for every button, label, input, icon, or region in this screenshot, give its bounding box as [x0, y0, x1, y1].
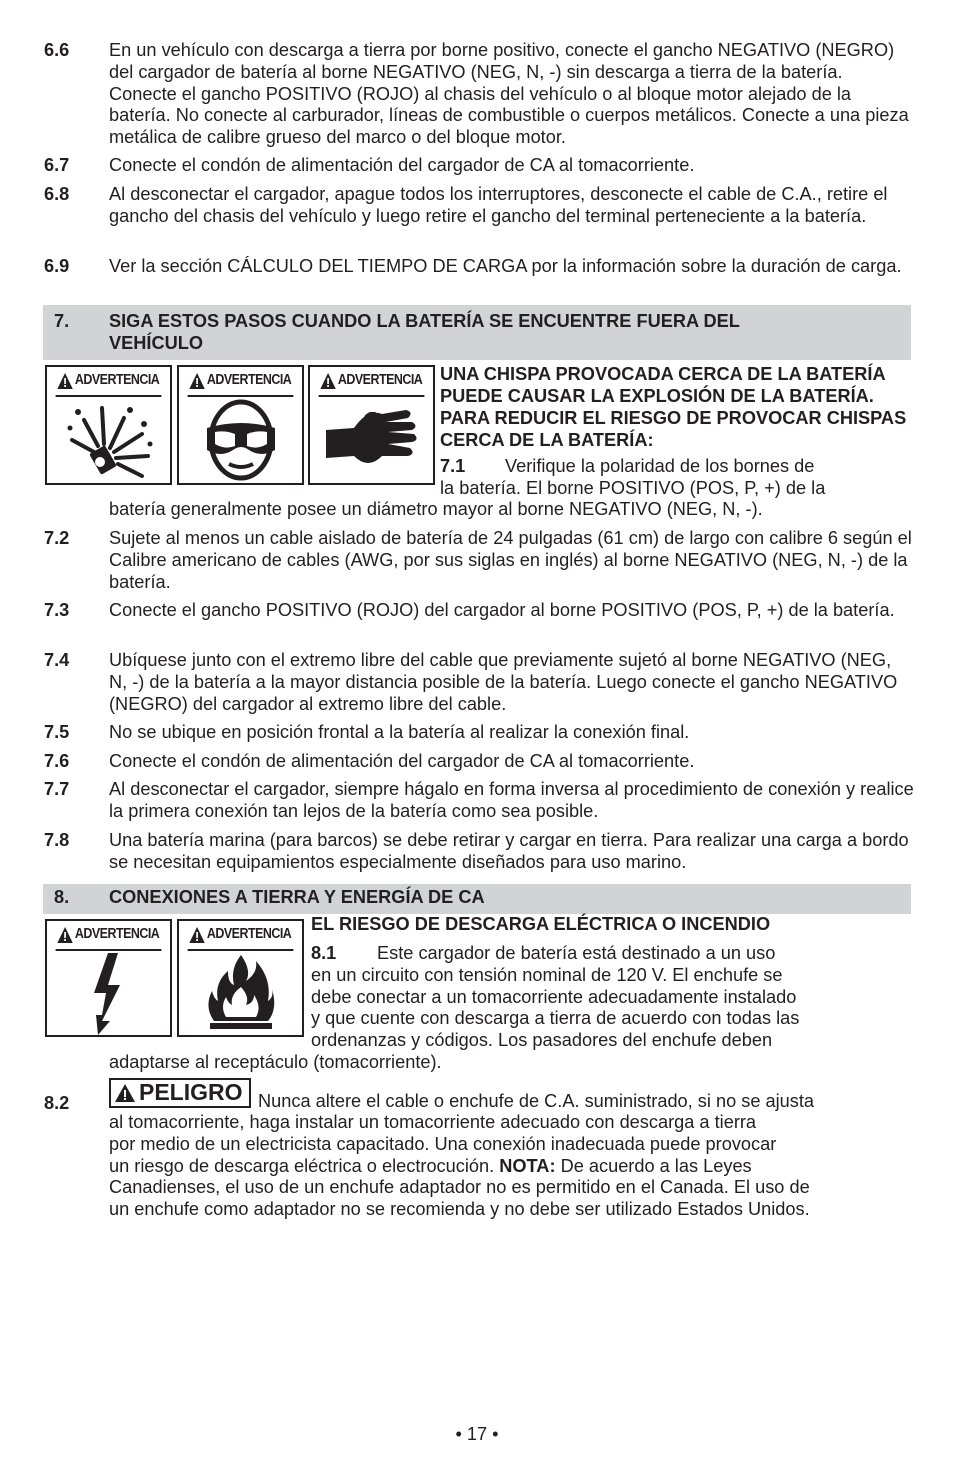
explosion-icon — [64, 398, 154, 482]
sign-label: ADVERTENCIA — [74, 372, 160, 389]
warning-triangle-icon — [58, 927, 73, 943]
warning-sign-glove — [308, 365, 435, 485]
danger-sign — [109, 1078, 251, 1108]
item-text: Una batería marina (para barcos) se debe retirar y cargar en tierra. Para realizar una carga a bordo se necesitan equipamientos especialmente diseñados para uso marino. — [109, 830, 909, 872]
section-title: CONEXIONES A TIERRA Y ENERGÍA DE CA — [109, 887, 485, 907]
sign-label: ADVERTENCIA — [337, 372, 423, 389]
list-item-8-2-body — [109, 1112, 914, 1221]
item-text-line: al tomacorriente, haga instalar un tomacorriente adecuado con descarga a tierra — [109, 1112, 757, 1132]
warning-sign-electric-shock — [45, 919, 172, 1037]
item-text-line — [109, 1156, 914, 1178]
section-title: SIGA ESTOS PASOS CUANDO LA BATERÍA SE ENCUENTRE FUERA DEL VEHÍCULO — [109, 311, 740, 353]
sign-label: ADVERTENCIA — [206, 372, 292, 389]
item-text: En un vehículo con descarga a tierra por borne positivo, conecte el gancho NEGATIVO (NEGRO) del cargador de batería al borne NEGATIVO (NEG, N, -) sin descarga a tierra de la batería. Conecte el gancho POSITIVO (ROJO) al chasis del vehículo o al bloque motor alejado de la batería. No conecte al carburador, líneas de combustible o cuerpos metálicos. Conecte a una pieza metálica de calibre grueso del marco o del bloque motor. — [109, 40, 909, 148]
list-item-7-2 — [44, 528, 914, 593]
item-number: 6.9 — [44, 256, 70, 276]
section-8-warning-text: EL RIESGO DE DESCARGA ELÉCTRICA O INCENDIO — [311, 914, 771, 934]
item-text: Sujete al menos un cable aislado de batería de 24 pulgadas (61 cm) de largo con calibre 6 según el Calibre americano de cables (AWG, por sus siglas en inglés) al borne NEGATIVO (NEG, N, -) de la batería. — [109, 528, 912, 592]
sign-label: ADVERTENCIA — [74, 926, 160, 943]
item-text-line: Este cargador de batería está destinado a un uso — [377, 943, 776, 963]
warning-triangle-icon — [115, 1084, 135, 1102]
item-number: 7.4 — [44, 650, 70, 670]
page-number: • 17 • — [455, 1424, 499, 1444]
section-number: 7. — [54, 311, 70, 331]
item-text-line: la batería. El borne POSITIVO (POS, P, +) de la — [440, 478, 826, 498]
item-text: Ubíquese junto con el extremo libre del cable que previamente sujetó al borne NEGATIVO (NEG, N, -) de la batería a la mayor distancia posible de la batería. Luego conecte el gancho NEGATIVO (NEGRO) del cargador al extremo libre del cable. — [109, 650, 898, 714]
item-number: 7.5 — [44, 722, 70, 742]
item-text-line: debe conectar a un tomacorriente adecuadamente instalado — [311, 986, 797, 1007]
glove-icon — [324, 400, 420, 480]
safety-goggles-icon — [201, 398, 281, 482]
item-number: 6.8 — [44, 184, 70, 204]
item-text-line: en un circuito con tensión nominal de 120 V. El enchufe se — [311, 964, 783, 985]
list-item-7-5 — [44, 722, 914, 744]
list-item-8-1 — [311, 943, 911, 1052]
item-text: Al desconectar el cargador, siempre hágalo en forma inversa al procedimiento de conexión y realice la primera conexión tan lejos de la batería como sea posible. — [109, 779, 914, 821]
item-text-line: un enchufe como adaptador no se recomienda y no debe ser utilizado Estados Unidos. — [109, 1199, 810, 1220]
list-item-6-8 — [44, 184, 914, 228]
item-number: 7.2 — [44, 528, 70, 548]
section-7-header — [43, 305, 911, 360]
warning-triangle-icon — [190, 927, 205, 943]
item-text-line: adaptarse al receptáculo (tomacorriente). — [109, 1052, 442, 1072]
electric-shock-icon — [84, 951, 134, 1035]
warning-sign-goggles — [177, 365, 304, 485]
list-item-7-1 — [440, 456, 920, 478]
item-text-line: Nunca altere el cable o enchufe de C.A. suministrado, si no se ajusta — [258, 1091, 815, 1111]
section-8-header — [43, 884, 911, 914]
danger-label: PELIGRO — [139, 1079, 243, 1106]
list-item-7-6 — [44, 751, 914, 773]
item-number: 6.7 — [44, 155, 70, 175]
item-text-line: por medio de un electricista capacitado. Una conexión inadecuada puede provocar — [109, 1133, 777, 1154]
item-number: 7.8 — [44, 830, 70, 850]
item-number: 8.1 — [311, 943, 337, 963]
section-7-warning-text: UNA CHISPA PROVOCADA CERCA DE LA BATERÍA PUEDE CAUSAR LA EXPLOSIÓN DE LA BATERÍA. PARA REDUCIR EL RIESGO DE PROVOCAR CHISPAS CERCA DE LA BATERÍA: — [440, 364, 907, 450]
sign-label: ADVERTENCIA — [206, 926, 292, 943]
warning-triangle-icon — [190, 373, 205, 389]
warning-triangle-icon — [321, 373, 336, 389]
item-text: No se ubique en posición frontal a la batería al realizar la conexión final. — [109, 722, 690, 742]
list-item-7-3 — [44, 600, 914, 622]
list-item-7-7 — [44, 779, 914, 823]
item-number: 8.2 — [44, 1093, 70, 1113]
item-text-fragment: De acuerdo a las Leyes — [560, 1155, 752, 1176]
item-text: Conecte el condón de alimentación del cargador de CA al tomacorriente. — [109, 751, 695, 771]
list-item-7-8 — [44, 830, 914, 874]
item-number: 7.3 — [44, 600, 70, 620]
item-text-line: ordenanzas y códigos. Los pasadores del enchufe deben — [311, 1030, 773, 1051]
note-label: NOTA: — [499, 1155, 556, 1176]
item-text: Ver la sección CÁLCULO DEL TIEMPO DE CARGA por la información sobre la duración de carga. — [109, 256, 902, 276]
item-text-line: batería generalmente posee un diámetro mayor al borne NEGATIVO (NEG, N, -). — [109, 499, 763, 519]
item-text: Conecte el condón de alimentación del cargador de CA al tomacorriente. — [109, 155, 695, 175]
item-text: Al desconectar el cargador, apague todos los interruptores, desconecte el cable de C.A., retire el gancho del chasis del vehículo y luego retire el gancho del terminal perteneciente a la batería. — [109, 184, 888, 226]
item-number: 7.6 — [44, 751, 70, 771]
list-item-6-7 — [44, 155, 914, 177]
list-item-6-9 — [44, 256, 914, 278]
list-item-6-6 — [44, 40, 914, 149]
list-item-7-4 — [44, 650, 914, 715]
section-number: 8. — [54, 887, 70, 907]
item-number: 7.1 — [440, 456, 466, 476]
item-text-line: y que cuente con descarga a tierra de acuerdo con todas las — [311, 1008, 800, 1029]
warning-sign-explosion — [45, 365, 172, 485]
fire-icon — [206, 953, 276, 1033]
item-text: Conecte el gancho POSITIVO (ROJO) del cargador al borne POSITIVO (POS, P, +) de la batería. — [109, 600, 895, 620]
warning-triangle-icon — [58, 373, 73, 389]
item-number: 7.7 — [44, 779, 70, 799]
item-text-line: Verifique la polaridad de los bornes de — [505, 456, 815, 476]
item-number: 6.6 — [44, 40, 70, 60]
warning-sign-fire — [177, 919, 304, 1037]
item-text-fragment: un riesgo de descarga eléctrica o electrocución. — [109, 1155, 495, 1176]
item-text-line: Canadienses, el uso de un enchufe adaptador no es permitido en el Canada. El uso de — [109, 1177, 810, 1198]
